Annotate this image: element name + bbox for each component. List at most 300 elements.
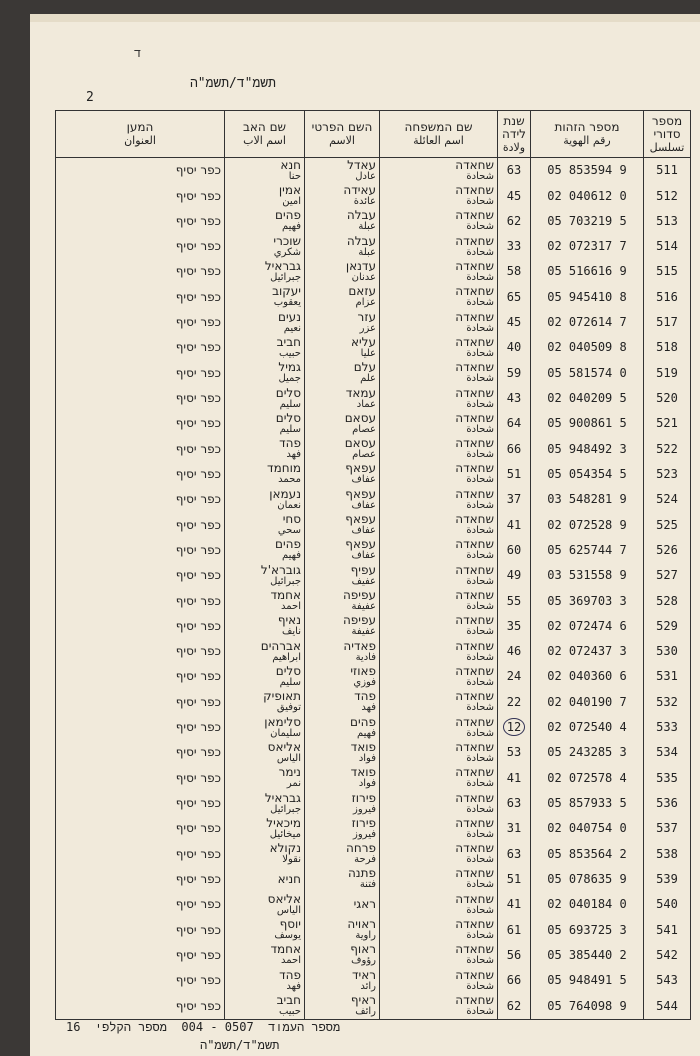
family-name-hebrew: שחאדה [455,562,494,577]
first-name-hebrew: פאוזי [350,663,376,678]
first-name-cell [305,209,380,234]
father-name-cell [225,664,305,689]
address: כפר יסיף [175,922,221,937]
id-number: 05 945410 8 [547,289,627,304]
address: כפר יסיף [175,213,221,228]
first-name-arabic: عادل [355,170,376,182]
father-name-arabic: جبرائيل [270,575,301,587]
serial-number: 535 [656,770,678,785]
father-name-cell [225,335,305,360]
first-name-cell [305,234,380,259]
birth-year-cell [498,462,531,487]
column-header-hebrew: המען [126,120,154,134]
serial-cell [644,209,691,234]
first-name-hebrew: עפאף [345,461,376,476]
birth-year-cell [498,158,531,184]
first-name-cell [305,512,380,537]
birth-year-cell [498,766,531,791]
column-header-hebrew: שם המשפחה [404,120,473,134]
family-name-hebrew: שחאדה [455,967,494,982]
birth-year: 31 [506,821,522,836]
column-header [380,111,498,158]
footer-code-label: מספר הקלפי [94,1020,167,1034]
address-cell [56,614,225,639]
father-name-hebrew: אברהים [260,638,301,653]
address: כפר יסיף [175,492,221,507]
family-name-arabic: شحادة [466,1006,494,1018]
address: כפר יסיף [175,163,221,178]
birth-year: 61 [506,922,522,937]
birth-year: 63 [506,163,522,178]
address-cell [56,892,225,917]
first-name-arabic: عدنان [351,271,376,283]
serial-cell [644,411,691,436]
birth-year-cell [498,740,531,765]
first-name-cell [305,335,380,360]
birth-year: 12 [503,718,525,736]
first-name-cell [305,841,380,866]
id-cell [531,766,644,791]
father-name-hebrew: אליאס [267,891,301,906]
father-name-hebrew: פהד [279,967,301,982]
column-header-hebrew: מספר הזהות [554,120,620,134]
serial-cell [644,335,691,360]
family-name-arabic: شحادة [466,727,494,739]
table-row [56,411,691,436]
id-number: 03 531558 9 [547,568,627,583]
family-name-arabic: شحادة [466,297,494,309]
family-name-hebrew: שחאדה [455,183,494,197]
father-name-cell [225,740,305,765]
family-name-hebrew: שחאדה [455,334,494,349]
family-name-arabic: شحادة [466,221,494,233]
address-cell [56,639,225,664]
birth-year-cell [498,867,531,892]
id-cell [531,993,644,1019]
table-row [56,563,691,588]
birth-year-cell [498,892,531,917]
first-name-cell [305,740,380,765]
serial-number: 519 [656,365,678,380]
id-cell [531,867,644,892]
family-name-arabic: شحادة [466,626,494,638]
father-name-cell [225,487,305,512]
table-row [56,335,691,360]
father-name-arabic: سليمان [270,727,301,739]
id-number: 05 857933 5 [547,796,627,810]
id-cell [531,968,644,993]
serial-cell [644,614,691,639]
family-name-cell [380,310,498,335]
family-name-hebrew: שחאדה [455,588,494,602]
birth-year-cell [498,436,531,461]
first-name-cell [305,892,380,917]
birth-year-cell [498,614,531,639]
id-number: 02 040360 6 [547,669,627,684]
birth-year-cell [498,690,531,715]
footer-page-value: 16 [66,1020,81,1034]
father-name-cell [225,538,305,563]
family-name-cell [380,664,498,689]
serial-number: 527 [656,568,678,583]
family-name-cell [380,512,498,537]
id-number: 05 369703 3 [547,593,627,608]
first-name-cell [305,993,380,1019]
father-name-arabic: سليم [279,676,301,688]
family-name-hebrew: שחאדה [455,157,494,172]
birth-year: 60 [506,542,522,557]
father-name-arabic: سحي [277,525,301,537]
table-row [56,183,691,208]
family-name-arabic: شحادة [466,246,494,258]
id-cell [531,487,644,512]
birth-year: 41 [506,517,522,532]
column-header-hebrew: מספר סדורי [651,113,683,141]
birth-year-cell [498,917,531,942]
family-name-arabic: شحادة [466,803,494,815]
father-name-cell [225,386,305,411]
family-name-cell [380,639,498,664]
father-name-cell [225,209,305,234]
address-cell [56,234,225,259]
father-name-cell [225,639,305,664]
serial-number: 531 [656,669,678,684]
father-name-hebrew: יעקוב [272,284,301,299]
id-cell [531,816,644,841]
father-name-arabic: توفيق [276,702,301,714]
address: כפר יסיף [175,416,221,431]
address-cell [56,563,225,588]
id-cell [531,361,644,386]
father-name-cell [225,158,305,184]
first-name-arabic: عفاف [351,499,376,511]
first-name-hebrew: עבלה [346,233,376,248]
table-row [56,841,691,866]
first-name-hebrew: פהד [354,689,376,704]
birth-year-cell [498,335,531,360]
father-name-hebrew: סלים [275,663,301,678]
father-name-hebrew: סלים [275,385,301,400]
father-name-hebrew: שוכרי [273,233,301,248]
serial-cell [644,361,691,386]
id-cell [531,690,644,715]
family-name-arabic: شحادة [466,702,494,714]
father-name-arabic: الياس [276,904,301,916]
address-cell [56,664,225,689]
first-name-arabic: عليا [360,347,376,359]
birth-year: 45 [506,188,522,203]
birth-year-cell [498,639,531,664]
serial-cell [644,968,691,993]
birth-year-cell [498,386,531,411]
address: כפר יסיף [175,770,221,785]
father-name-hebrew: גמיל [278,360,301,375]
id-number: 02 040509 8 [547,340,627,355]
family-name-cell [380,411,498,436]
address-cell [56,917,225,942]
father-name-hebrew: חביב [276,993,301,1008]
address-cell [56,285,225,310]
father-name-hebrew: תאופיק [263,689,301,704]
serial-number: 536 [656,796,678,810]
family-name-hebrew: שחאדה [455,258,494,273]
father-name-cell [225,766,305,791]
first-name-cell [305,943,380,968]
birth-year: 53 [506,745,522,760]
address: כפר יסיף [175,998,221,1013]
first-name-hebrew: פירוז [351,790,376,805]
serial-cell [644,993,691,1019]
family-name-arabic: شحادة [466,271,494,283]
serial-cell [644,791,691,816]
family-name-cell [380,968,498,993]
family-name-arabic: شحادة [466,525,494,537]
id-number: 02 072317 7 [547,239,627,254]
address-cell [56,766,225,791]
family-name-cell [380,209,498,234]
serial-cell [644,183,691,208]
address-cell [56,690,225,715]
id-number: 05 054354 5 [547,466,627,481]
serial-cell [644,285,691,310]
first-name-cell [305,285,380,310]
family-name-cell [380,462,498,487]
birth-year-cell [498,183,531,208]
first-name-cell [305,310,380,335]
table-row [56,968,691,993]
birth-year: 45 [506,315,522,330]
first-name-arabic: عفاف [351,550,376,562]
id-number: 05 853564 2 [547,846,627,861]
birth-year-cell [498,259,531,284]
family-name-hebrew: שחאדה [455,739,494,754]
column-header-arabic: العنوان [124,134,156,147]
birth-year-cell [498,993,531,1019]
table-row [56,436,691,461]
birth-year: 40 [506,340,522,355]
table-body [56,158,691,1020]
father-name-hebrew: נקולא [269,841,301,856]
birth-year: 35 [506,618,522,633]
table-row [56,487,691,512]
family-name-arabic: شحادة [466,676,494,688]
father-name-arabic: يوسف [274,930,301,942]
father-name-cell [225,943,305,968]
first-name-hebrew: עדנאן [345,258,376,273]
first-name-hebrew: פרחה [346,841,376,856]
first-name-arabic: رؤوف [351,955,376,967]
father-name-arabic: امين [282,196,301,207]
address-cell [56,841,225,866]
first-name-hebrew: עפאף [345,486,376,501]
family-name-cell [380,335,498,360]
address-cell [56,816,225,841]
address: כפר יסיף [175,466,221,481]
father-name-arabic: جميل [278,373,301,385]
birth-year-cell [498,715,531,740]
first-name-arabic: رائد [360,980,376,992]
birth-year-cell [498,411,531,436]
table-row [56,259,691,284]
father-name-hebrew: אחמד [270,942,301,957]
first-name-arabic: عصام [352,423,376,435]
address: כפר יסיף [175,897,221,912]
table-row [56,614,691,639]
first-name-cell [305,715,380,740]
serial-number: 516 [656,289,678,304]
father-name-arabic: احمد [281,601,301,612]
serial-cell [644,740,691,765]
serial-cell [644,158,691,184]
family-name-cell [380,892,498,917]
first-name-arabic: فوزي [353,676,376,688]
address-cell [56,436,225,461]
serial-number: 540 [656,897,678,912]
birth-year: 62 [506,998,522,1013]
family-name-hebrew: שחאדה [455,613,494,628]
father-name-hebrew: סלימאן [264,714,301,729]
address-cell [56,715,225,740]
id-cell [531,335,644,360]
serial-number: 543 [656,973,678,988]
family-name-hebrew: שחאדה [455,410,494,425]
first-name-arabic: عزر [359,322,376,334]
father-name-hebrew: נאיף [277,613,301,628]
id-cell [531,538,644,563]
family-name-hebrew: שחאדה [455,815,494,830]
first-name-hebrew: עפאף [345,512,376,527]
family-name-arabic: شحادة [466,347,494,359]
first-name-hebrew: עזאם [348,284,376,299]
id-number: 02 072578 4 [547,770,627,785]
id-number: 05 948491 5 [547,973,627,988]
serial-number: 542 [656,947,678,962]
father-name-cell [225,310,305,335]
table-row [56,715,691,740]
birth-year: 56 [506,947,522,962]
first-name-arabic: عفيفة [351,626,376,638]
id-number: 02 040754 0 [547,821,627,836]
id-number: 05 581574 0 [547,365,627,380]
father-name-hebrew: אליאס [267,739,301,754]
first-name-cell [305,588,380,613]
birth-year-cell [498,588,531,613]
first-name-hebrew: ראיד [351,967,376,982]
address-cell [56,411,225,436]
family-name-cell [380,259,498,284]
first-name-arabic: فهد [361,702,376,714]
father-name-hebrew: פהים [275,537,301,552]
father-name-arabic: فهيم [281,550,301,562]
serial-number: 532 [656,694,678,709]
serial-cell [644,310,691,335]
id-cell [531,209,644,234]
table-row [56,766,691,791]
id-cell [531,943,644,968]
father-name-arabic: نقولا [282,854,301,866]
footer-line [66,1020,340,1035]
family-name-arabic: شحادة [466,322,494,334]
first-name-cell [305,867,380,892]
address: כפר יסיף [175,973,221,988]
serial-cell [644,867,691,892]
id-number: 02 040612 0 [547,188,627,203]
family-name-cell [380,234,498,259]
serial-cell [644,664,691,689]
serial-cell [644,563,691,588]
id-cell [531,462,644,487]
first-name-cell [305,259,380,284]
family-name-arabic: شحادة [466,955,494,967]
first-name-arabic: فهيم [356,727,376,739]
serial-number: 538 [656,846,678,861]
family-name-hebrew: שחאדה [455,638,494,653]
id-number: 05 853594 9 [547,163,627,178]
table-header-row [56,111,691,158]
birth-year: 49 [506,568,522,583]
address: כפר יסיף [175,846,221,861]
family-name-hebrew: שחאדה [455,461,494,476]
father-name-cell [225,614,305,639]
father-name-arabic: حنا [288,170,301,182]
birth-year-cell [498,841,531,866]
father-name-arabic: فهد [286,449,301,461]
address: כפר יסיף [175,239,221,254]
first-name-cell [305,386,380,411]
first-name-arabic: عصام [352,449,376,461]
family-name-cell [380,690,498,715]
address-cell [56,310,225,335]
address: כפר יסיף [175,568,221,583]
address-cell [56,183,225,208]
serial-cell [644,715,691,740]
family-name-arabic: شحادة [466,196,494,207]
family-name-cell [380,183,498,208]
column-header [56,111,225,158]
serial-cell [644,259,691,284]
father-name-arabic: حبيب [278,347,301,359]
serial-number: 511 [656,163,678,178]
table-row [56,234,691,259]
id-cell [531,740,644,765]
address-cell [56,259,225,284]
serial-number: 533 [656,720,678,735]
family-name-arabic: شحادة [466,879,494,891]
family-name-arabic: شحادة [466,930,494,942]
table-row [56,462,691,487]
first-name-cell [305,183,380,208]
id-number: 02 072474 6 [547,618,627,633]
father-name-hebrew: גוברא'ל [260,562,301,577]
id-cell [531,614,644,639]
serial-cell [644,639,691,664]
first-name-hebrew: ראגי [353,897,376,912]
table-row [56,664,691,689]
father-name-arabic: جبرائيل [270,271,301,283]
table-row [56,310,691,335]
family-name-cell [380,993,498,1019]
family-name-hebrew: שחאדה [455,486,494,501]
first-name-hebrew: פאדיה [343,638,376,653]
birth-year: 37 [506,492,522,507]
birth-year: 33 [506,239,522,254]
address: כפר יסיף [175,542,221,557]
family-name-hebrew: שחאדה [455,917,494,932]
birth-year-cell [498,664,531,689]
family-name-cell [380,715,498,740]
father-name-hebrew: אמין [278,183,301,197]
address: כפר יסיף [175,694,221,709]
